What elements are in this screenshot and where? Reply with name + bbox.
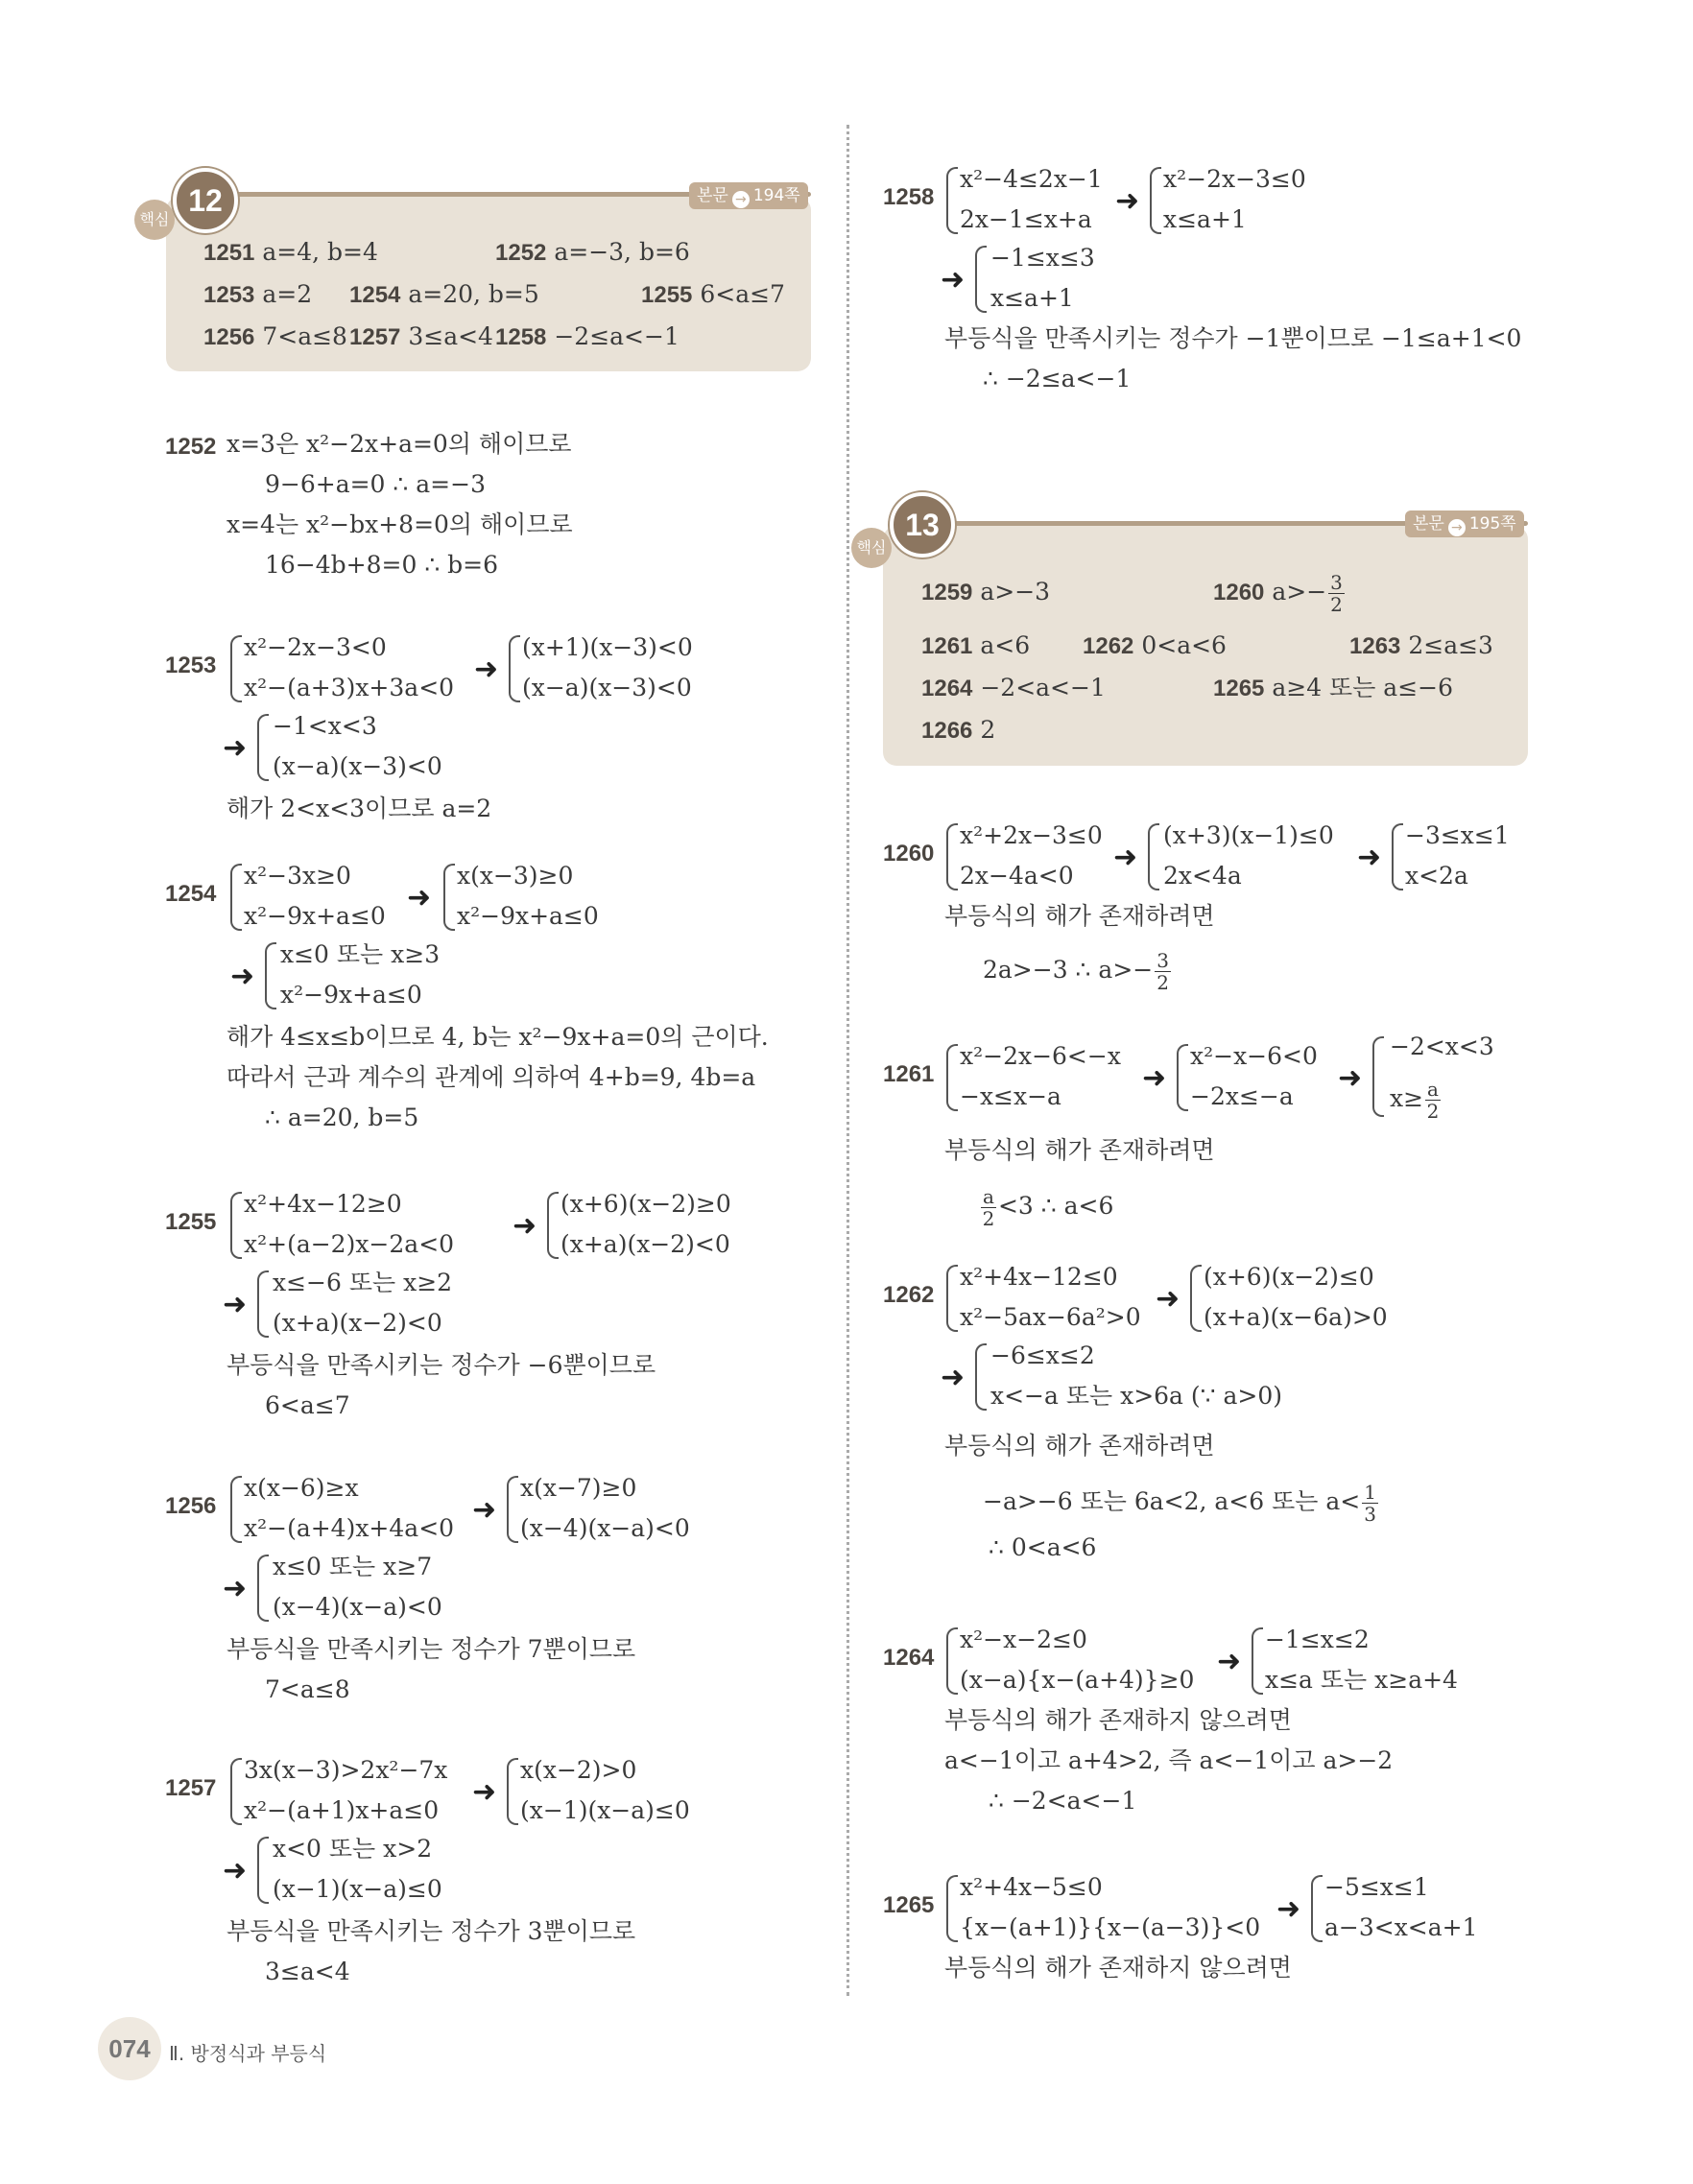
fraction: $\frac{a}{2}$	[982, 1185, 995, 1230]
equation: x²−9x+a≤0	[244, 902, 386, 930]
system-brace	[230, 635, 242, 702]
solution-line: a<−1이고 a+4>2, 즉 a<−1이고 a>−2	[944, 1746, 1394, 1774]
equation: x²−9x+a≤0	[457, 902, 599, 930]
equation: x≤a 또는 x≥a+4	[1265, 1666, 1458, 1694]
equation: (x+1)(x−3)<0	[522, 633, 693, 661]
solution-line: 해가 4≤x≤b이므로 4, b는 x²−9x+a=0의 근이다.	[227, 1023, 769, 1051]
equation: −x≤x−a	[960, 1082, 1061, 1110]
equation: (x+a)(x−6a)>0	[1204, 1303, 1388, 1331]
equation: x²−(a+4)x+4a<0	[244, 1514, 455, 1542]
system-brace	[257, 714, 269, 781]
answer-1253: 1253 a=2	[203, 280, 313, 308]
answer-1252: 1252 a=−3, b=6	[495, 238, 690, 266]
right-arrow-icon: ➜	[223, 1572, 248, 1605]
equation: (x−a)(x−3)<0	[522, 674, 692, 701]
equation: −1≤x≤2	[1265, 1626, 1370, 1653]
answer-1261: 1261 a<6	[921, 631, 1031, 659]
equation: 2x<4a	[1163, 862, 1242, 890]
equation: (x−4)(x−a)<0	[273, 1593, 442, 1621]
problem-number: 1255	[165, 1209, 217, 1235]
right-arrow-icon: ➜	[223, 731, 248, 765]
equation: {x−(a+1)}{x−(a−3)}<0	[960, 1913, 1261, 1941]
answer-1263: 1263 2≤a≤3	[1349, 631, 1493, 659]
equation: x<−a 또는 x>6a (∵ a>0)	[990, 1382, 1283, 1410]
equation: x²−2x−3<0	[244, 633, 387, 661]
system-brace	[265, 942, 276, 1009]
equation: x²+(a−2)x−2a<0	[244, 1230, 455, 1258]
solution-line: 부등식을 만족시키는 정수가 −1뿐이므로 −1≤a+1<0	[944, 324, 1522, 352]
answer-1251: 1251 a=4, b=4	[203, 238, 378, 266]
core-badge: 핵심	[134, 200, 175, 240]
equation: (x−1)(x−a)≤0	[520, 1796, 690, 1824]
problem-number: 1254	[165, 881, 217, 907]
answer-1266: 1266 2	[921, 716, 996, 744]
right-arrow-icon: ➜	[472, 1493, 497, 1527]
system-brace	[1148, 823, 1159, 890]
system-brace	[1150, 167, 1161, 234]
system-brace	[946, 823, 958, 890]
equation: x²−x−6<0	[1190, 1042, 1318, 1070]
equation: −2x≤−a	[1190, 1082, 1294, 1110]
system-brace	[946, 1875, 958, 1942]
system-brace	[975, 1343, 987, 1411]
equation: x²−2x−6<−x	[960, 1042, 1121, 1070]
equation: x≤0 또는 x≥7	[273, 1553, 433, 1580]
right-arrow-icon: ➜	[1115, 184, 1140, 218]
solution-line: ∴ a=20, b=5	[265, 1104, 419, 1131]
equation: x²−(a+1)x+a≤0	[244, 1796, 440, 1824]
equation: x≤a+1	[990, 284, 1074, 312]
equation: −5≤x≤1	[1324, 1873, 1429, 1901]
system-brace	[257, 1837, 269, 1904]
system-brace	[230, 864, 242, 931]
problem-number: 1257	[165, 1775, 217, 1801]
system-brace	[1252, 1627, 1263, 1695]
answer-1264: 1264 −2<a<−1	[921, 674, 1106, 701]
solution-line: 부등식을 만족시키는 정수가 −6뿐이므로	[227, 1351, 656, 1379]
equation: x(x−7)≥0	[520, 1474, 637, 1502]
right-arrow-icon: ➜	[1357, 841, 1382, 874]
solution-line: 부등식의 해가 존재하려면	[944, 902, 1215, 930]
system-brace	[1177, 1044, 1188, 1111]
equation: x(x−3)≥0	[457, 862, 574, 890]
solution-line: 6<a≤7	[265, 1391, 350, 1419]
solution-line: 9−6+a=0 ∴ a=−3	[265, 470, 486, 498]
problem-number: 1265	[883, 1892, 935, 1918]
section-badge: 12	[173, 168, 238, 233]
system-brace	[946, 167, 958, 234]
equation: x≤a+1	[1163, 205, 1247, 233]
equation: x²−x−2≤0	[960, 1626, 1087, 1653]
equation: x²−(a+3)x+3a<0	[244, 674, 455, 701]
answer-1256: 1256 7<a≤8	[203, 322, 347, 350]
equation: x≤0 또는 x≥3	[280, 940, 441, 968]
right-arrow-icon: ➜	[407, 881, 432, 914]
system-brace	[1392, 823, 1403, 890]
right-arrow-icon: ➜	[941, 263, 966, 297]
system-brace	[946, 1044, 958, 1111]
solution-line: 부등식의 해가 존재하려면	[944, 1432, 1215, 1460]
equation: (x+a)(x−2)<0	[560, 1230, 730, 1258]
equation: x²−5ax−6a²>0	[960, 1303, 1141, 1331]
equation: −1≤x≤3	[990, 244, 1095, 272]
right-arrow-icon: ➜	[1156, 1282, 1180, 1316]
system-brace	[975, 246, 987, 313]
system-brace	[507, 1476, 518, 1543]
equation: x²+4x−12≤0	[960, 1263, 1118, 1291]
core-badge: 핵심	[851, 528, 892, 568]
answer-1254: 1254 a=20, b=5	[349, 280, 539, 308]
right-arrow-icon: ➜	[223, 1854, 248, 1887]
equation: x<2a	[1405, 862, 1468, 890]
right-arrow-icon: ➜	[941, 1361, 966, 1394]
equation: (x+a)(x−2)<0	[273, 1309, 442, 1337]
solution-line: 부등식의 해가 존재하지 않으려면	[944, 1954, 1292, 1982]
fraction: $\frac{1}{3}$	[1364, 1481, 1376, 1526]
solution-line: 부등식의 해가 존재하려면	[944, 1136, 1215, 1164]
page-number: 074	[98, 2017, 161, 2080]
solution-line: ∴ −2≤a<−1	[983, 365, 1132, 392]
system-brace	[547, 1192, 559, 1259]
answer-1265: 1265 a≥4 또는 a≤−6	[1213, 674, 1454, 701]
equation: −2<x<3	[1390, 1033, 1494, 1060]
fraction: $\frac{a}{2}$	[1426, 1078, 1440, 1123]
answer-1255: 1255 6<a≤7	[641, 280, 785, 308]
answer-1259: 1259 a>−3	[921, 578, 1051, 605]
section-badge: 13	[890, 492, 955, 558]
fraction: $\frac{3}{2}$	[1330, 571, 1343, 616]
system-brace	[509, 635, 520, 702]
solution-line: 해가 2<x<3이므로 a=2	[227, 795, 492, 822]
system-brace	[1311, 1875, 1323, 1942]
reference-label: 본문	[697, 186, 728, 205]
answer-1262: 1262 0<a<6	[1083, 631, 1227, 659]
system-brace	[1372, 1036, 1384, 1117]
solution-line: ∴ 0<a<6	[989, 1533, 1097, 1561]
reference-page: 194쪽	[752, 186, 800, 205]
right-arrow-icon: ➜	[513, 1209, 537, 1243]
system-brace	[507, 1758, 518, 1825]
equation: x(x−6)≥x	[244, 1474, 359, 1502]
equation: (x+6)(x−2)≥0	[560, 1190, 731, 1218]
right-arrow-icon: ➜	[1142, 1061, 1167, 1095]
problem-number: 1258	[883, 184, 935, 210]
solution-line: $\frac{a}{2}$ <3 ∴ a<6	[982, 1185, 1114, 1230]
solution-line: 부등식을 만족시키는 정수가 7뿐이므로	[227, 1635, 636, 1663]
right-arrow-icon: ➜	[472, 1775, 497, 1809]
solution-line: 2a>−3 ∴ a>− $\frac{3}{2}$	[983, 949, 1169, 994]
problem-number: 1260	[883, 841, 935, 866]
equation: x²+4x−12≥0	[244, 1190, 402, 1218]
system-brace	[230, 1192, 242, 1259]
right-arrow-icon: ➜	[230, 960, 255, 993]
equation: 2x−1≤x+a	[960, 205, 1092, 233]
solution-line: 따라서 근과 계수의 관계에 의하여 4+b=9, 4b=a	[227, 1063, 756, 1091]
solution-line: 7<a≤8	[265, 1675, 350, 1703]
reference-tag	[689, 182, 808, 209]
system-brace	[1190, 1265, 1202, 1332]
right-arrow-icon: ➜	[223, 1288, 248, 1321]
equation: x≥ $\frac{a}{2}$	[1390, 1078, 1440, 1123]
problem-number: 1262	[883, 1282, 935, 1308]
system-brace	[443, 864, 455, 931]
problem-number: 1256	[165, 1493, 217, 1519]
fraction: $\frac{3}{2}$	[1156, 949, 1169, 994]
chapter-title: Ⅱ. 방정식과 부등식	[169, 2042, 327, 2065]
solution-line: 16−4b+8=0 ∴ b=6	[265, 551, 499, 579]
column-divider	[846, 125, 849, 1996]
system-brace	[230, 1758, 242, 1825]
equation: x²−2x−3≤0	[1163, 165, 1306, 193]
system-brace	[257, 1270, 269, 1338]
answer-1257: 1257 3≤a<4	[349, 322, 493, 350]
equation: −3≤x≤1	[1405, 821, 1510, 849]
system-brace	[946, 1627, 958, 1695]
right-arrow-icon: ➜	[1217, 1645, 1242, 1678]
answer-1260: 1260 a>− $\frac{3}{2}$	[1213, 571, 1343, 616]
system-brace	[257, 1555, 269, 1622]
right-arrow-icon: ➜	[1113, 841, 1138, 874]
equation: x<0 또는 x>2	[273, 1835, 433, 1863]
system-brace	[946, 1265, 958, 1332]
problem-number: 1252	[165, 434, 217, 460]
arrow-circle-icon: →	[732, 191, 750, 208]
right-arrow-icon: ➜	[1276, 1892, 1301, 1926]
equation: x²+2x−3≤0	[960, 821, 1103, 849]
solution-line: 3≤a<4	[265, 1958, 350, 1985]
solution-line: 부등식을 만족시키는 정수가 3뿐이므로	[227, 1917, 636, 1945]
reference-page: 195쪽	[1468, 514, 1516, 534]
solution-line: x=3은 x²−2x+a=0의 해이므로	[227, 430, 572, 458]
solution-line: 부등식의 해가 존재하지 않으려면	[944, 1706, 1292, 1734]
equation: (x−a){x−(a+4)}≥0	[960, 1666, 1195, 1694]
equation: a−3<x<a+1	[1324, 1913, 1478, 1941]
answer-1258: 1258 −2≤a<−1	[495, 322, 680, 350]
solution-line: −a>−6 또는 6a<2, a<6 또는 a< $\frac{1}{3}$	[983, 1481, 1376, 1526]
equation: x≤−6 또는 x≥2	[273, 1269, 453, 1296]
reference-label: 본문	[1413, 514, 1444, 534]
solution-line: x=4는 x²−bx+8=0의 해이므로	[227, 510, 573, 538]
problem-number: 1253	[165, 653, 217, 678]
equation: (x−4)(x−a)<0	[520, 1514, 690, 1542]
equation: 3x(x−3)>2x²−7x	[244, 1756, 448, 1784]
equation: x²+4x−5≤0	[960, 1873, 1103, 1901]
equation: x²−9x+a≤0	[280, 981, 422, 1009]
problem-number: 1264	[883, 1645, 935, 1671]
equation: (x−a)(x−3)<0	[273, 752, 442, 780]
reference-tag	[1405, 510, 1524, 537]
equation: x²−4≤2x−1	[960, 165, 1103, 193]
system-brace	[230, 1476, 242, 1543]
equation: −6≤x≤2	[990, 1341, 1095, 1369]
equation: (x+6)(x−2)≤0	[1204, 1263, 1374, 1291]
equation: (x+3)(x−1)≤0	[1163, 821, 1334, 849]
equation: x²−3x≥0	[244, 862, 351, 890]
equation: (x−1)(x−a)≤0	[273, 1875, 442, 1903]
solution-line: ∴ −2<a<−1	[989, 1787, 1137, 1815]
equation: x(x−2)>0	[520, 1756, 637, 1784]
right-arrow-icon: ➜	[1338, 1061, 1363, 1095]
right-arrow-icon: ➜	[474, 653, 499, 686]
problem-number: 1261	[883, 1061, 935, 1087]
arrow-circle-icon: →	[1448, 519, 1466, 536]
equation: −1<x<3	[273, 712, 377, 740]
equation: 2x−4a<0	[960, 862, 1074, 890]
